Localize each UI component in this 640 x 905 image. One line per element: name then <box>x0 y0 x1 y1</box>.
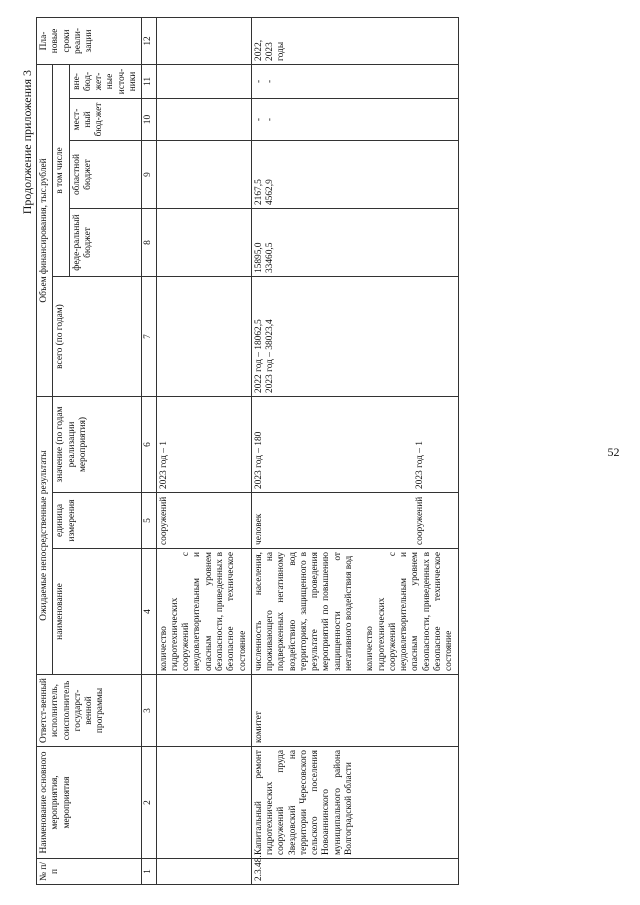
financing-total-2023: 2023 год – 38023,4 <box>265 319 276 393</box>
col-header-fin-including: в том числе <box>53 64 69 276</box>
col-header-terms: Пла-новые сроки реали-зации <box>37 17 142 64</box>
col-number: 7 <box>142 277 156 397</box>
col-number: 2 <box>142 747 156 859</box>
financing-extrabudget: - - <box>251 64 458 98</box>
col-header-executor: Ответст-венный исполнитель, соисполнитель государст-венной программы <box>37 675 142 747</box>
col-header-fin-total: всего (по годам) <box>53 277 142 397</box>
result-name: количество гидротехнических сооружений с неудовлетворительным и опасным уровнем безопасности, приведенных в безопасное техническое состояние <box>365 552 455 671</box>
financing-federal: 15895,0 33460,5 <box>251 209 458 277</box>
appendix-continuation-header: Продолжение приложения 3 <box>20 70 34 215</box>
measure-name: Капитальный ремонт гидротехнических сооружений пруда Звездовский на территории Чересовского сельского поселения Новоаннинского муниципального района Волгоградской области <box>251 747 458 859</box>
page-number: 52 <box>607 445 620 459</box>
col-header-fin-local: мест-ный бюд-жет <box>69 99 142 141</box>
result-value: 2023 год – 1 <box>156 397 251 493</box>
planned-terms: 2022, 2023 годы <box>251 17 458 64</box>
program-table <box>36 17 459 885</box>
row-number: 2.3.48. <box>251 859 458 885</box>
col-number: 4 <box>142 549 156 675</box>
table-row-2-3-48 <box>251 17 458 884</box>
result-unit: сооружений <box>415 496 426 545</box>
col-number: 8 <box>142 209 156 277</box>
col-header-fin-extrabudget: вне-бюд-жет-ные источ-ники <box>69 64 142 98</box>
col-number: 11 <box>142 64 156 98</box>
table-row-prev-continuation <box>156 17 251 884</box>
result-names <box>251 549 458 675</box>
financing-local: - - <box>251 99 458 141</box>
col-header-results: Ожидаемые непосредственные результаты <box>37 397 53 675</box>
col-number: 9 <box>142 141 156 209</box>
result-name: количество гидротехнических сооружений с неудовлетворительным и опасным уровнем безопасности, приведенных в безопасное техническое состояние <box>156 549 251 675</box>
result-units <box>251 493 458 549</box>
col-header-financing: Объем финансирования, тыс.рублей <box>37 64 53 396</box>
executor: комитет <box>251 675 458 747</box>
result-name: численность населения, проживающего на подверженных негативному воздействию вод территориях, защищенного в результате проведения мероприятий по повышению защищенности от негативного воздействия вод <box>253 552 355 671</box>
result-value: 2023 год – 180 <box>253 431 264 489</box>
col-number: 1 <box>142 859 156 885</box>
result-value: 2023 год – 1 <box>415 441 426 489</box>
column-number-row <box>142 17 156 884</box>
financing-total <box>251 277 458 397</box>
col-header-result-value: значение (по годам реализации мероприятия) <box>53 397 142 493</box>
col-header-fin-regional: областной бюджет <box>69 141 142 209</box>
col-number: 5 <box>142 493 156 549</box>
col-number: 3 <box>142 675 156 747</box>
result-unit: сооружений <box>156 493 251 549</box>
col-header-name: Наименование основного мероприятия, мероприятия <box>37 747 142 859</box>
financing-regional: 2167,5 4562,9 <box>251 141 458 209</box>
col-number: 10 <box>142 99 156 141</box>
result-unit: человек <box>253 513 264 545</box>
col-header-num: № п/п <box>37 859 142 885</box>
col-number: 12 <box>142 17 156 64</box>
col-header-result-name: наименование <box>53 549 142 675</box>
header-row-1 <box>37 17 53 884</box>
result-values <box>251 397 458 493</box>
col-header-fin-federal: феде-ральный бюджет <box>69 209 142 277</box>
col-number: 6 <box>142 397 156 493</box>
col-header-result-unit: единица измерения <box>53 493 142 549</box>
financing-total-2022: 2022 год – 18062,5 <box>253 319 264 393</box>
